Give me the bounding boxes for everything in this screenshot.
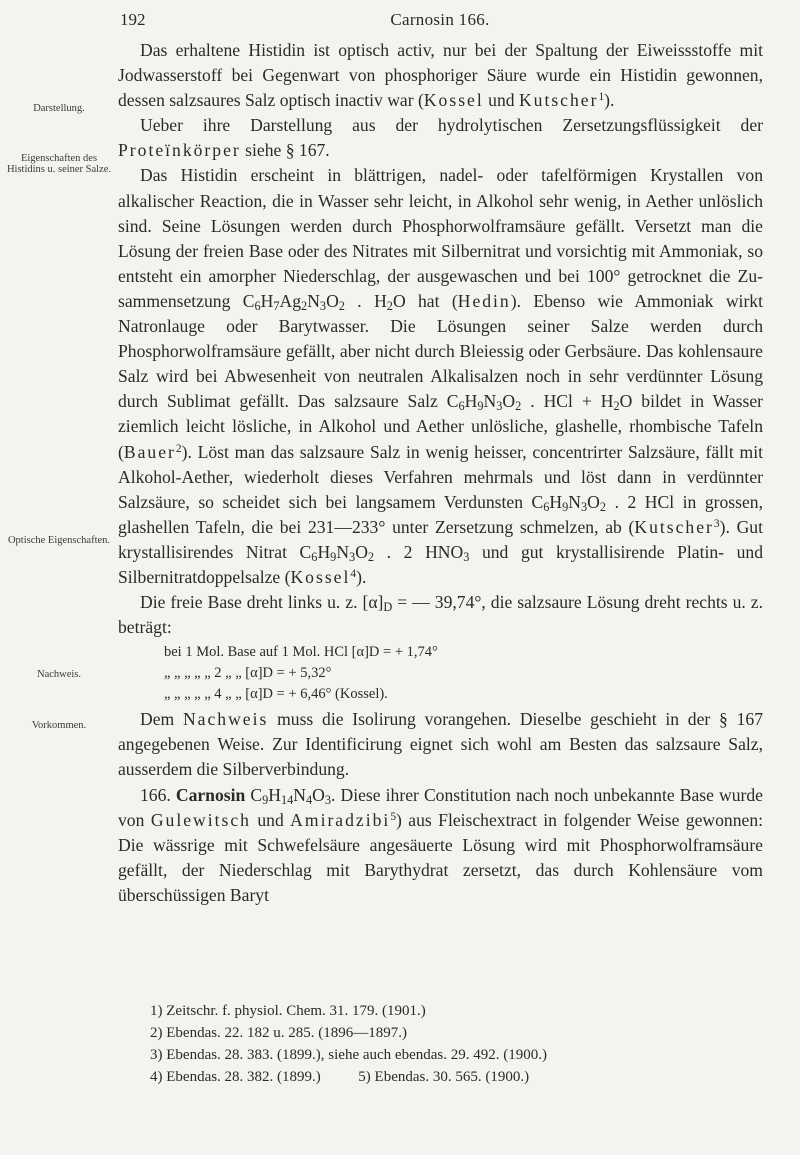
rotation-row: „ „ „ „ „ 2 „ „ [α]D = + 5,32° — [164, 665, 332, 682]
footnote: 4) Ebendas. 28. 382. (1899.) 5) Ebendas. 30. 565. (1900.) — [150, 1069, 530, 1085]
margin-note-darstellung: Darstellung. — [33, 103, 85, 114]
footnote: 3) Ebendas. 28. 383. (1899.), siehe auch ebendas. 29. 492. (1900.) — [150, 1047, 547, 1063]
margin-note-eigenschaften: Eigenschaften des Histidins u. seiner Salze. — [6, 153, 112, 175]
footnote: 1) Zeitschr. f. physiol. Chem. 31. 179. (1901.) — [150, 1003, 426, 1019]
running-title: Carnosin 166. — [390, 10, 490, 29]
footnotes — [150, 1000, 762, 1088]
page-number: 192 — [120, 10, 146, 29]
paragraph-nachweis: Dem Nachweis muss die Isolirung vorangehen. Dieselbe geschieht in der § 167 angegebenen Weise. Zur Identificirung eignet sich wohl am Besten das salzsaure Salz, ausserdem die Silberverbindung. — [118, 709, 763, 780]
rotation-row: „ „ „ „ „ 4 „ „ [α]D = + 6,46° (Kossel). — [164, 686, 388, 703]
paragraph-histidin-optical: Das erhaltene Histidin ist optisch activ, nur bei der Spaltung der Eiweissstoffe mit Jodwasserstoff bei Gegenwart von phosphoriger Säure wurde ein Histidin gewonnen, dessen salzsaures Salz optisch inactiv war (Kossel und Kutscher$^1$). — [118, 40, 763, 111]
paragraph-carnosin: 166. Carnosin $C_9H_{14}N_4O_3$. Diese ihrer Constitution nach noch unbekannte Base wurde von Gulewitsch und Amiradzibi$^5$) aus Fleischextract in folgender Weise gewonnen: Die wässrige mit Schwefelsäure angesäuerte Lösung wird mit Phosphorwolframsäure gefällt, der Niederschlag mit Barythydrat zersetzt, das durch Kohlensäure vom überschüssigen Baryt — [118, 784, 764, 905]
footnote: 2) Ebendas. 22. 182 u. 285. (1896—1897.) — [150, 1025, 408, 1041]
margin-note-nachweis: Nachweis. — [36, 669, 82, 680]
page-header — [120, 10, 760, 36]
paragraph-optische-eigenschaften: Die freie Base dreht links u. z. $[\alpha]_D$ = — 39,74°, die salzsaure Lösung dreht rechts u. z. beträgt: — [118, 592, 763, 638]
margin-note-vorkommen: Vorkommen. — [31, 720, 87, 731]
paragraph-darstellung: Ueber ihre Darstellung aus der hydrolytischen Zersetzungsflüssigkeit der Proteïnkörper siehe § 167. — [118, 115, 763, 161]
paragraph-eigenschaften: Das Histidin erscheint in blättrigen, nadel- oder tafelförmigen Krystallen von alkalischer Reaction, die in Wasser sehr leicht, in Alkohol sehr wenig, in Aether unlöslich sind. Seine Lösungen werden durch Phosphorwolframsäure gefällt. Versetzt man die Lösung der freien Base oder des Nitrates mit Silbernitrat und vorsichtig mit Ammoniak, so entsteht ein amorpher Niederschlag, der ausgewaschen und bei 100° getrocknet die Zusammensetzung $C_6H_7Ag_2N_3O_2$ . $H_2O$ hat (Hedin). Ebenso wie Ammoniak wirkt Natronlauge oder Barytwasser. Die Lösungen seiner Salze werden durch Phosphorwolframsäure gefällt, aber nicht durch Bleiessig oder Gerbsäure. Das kohlensaure Salz wird bei Abwesenheit von neutralen Alkalisalzen noch in sehr verdünnter Lösung durch Sublimat gefällt. Das salzsaure Salz $C_6H_9N_3O_2$ . HCl + $H_2O$ bildet in Wasser ziemlich leicht lösliche, in Alkohol und Aether unlösliche, glashelle, rhombische Tafeln (Bauer$^2$). Löst man das salzsaure Salz in wenig heisser, concentrirter Salzsäure, fällt mit Alkohol-Aether, wiederholt dieses Verfahren mehrmals und löst dann in verdünnter Salzsäure, so scheidet sich bei langsamem Verdunsten $C_6H_9N_3O_2$ . 2 HCl in grossen, glashellen Tafeln, die bei 231—233° unter Zersetzung schmelzen, ab (Kutscher$^3$). Gut krystallisirendes Nitrat $C_6H_9N_3O_2$ . 2 $HNO_3$ und gut krystallisirende Platin- und Silbernitratdoppelsalze (Kossel$^4$). — [118, 165, 764, 587]
margin-note-optische: Optische Eigenschaften. — [7, 535, 111, 546]
rotation-table — [118, 642, 763, 705]
main-text — [118, 38, 763, 908]
rotation-row: bei 1 Mol. Base auf 1 Mol. HCl [α]D = + 1,74° — [164, 644, 438, 661]
